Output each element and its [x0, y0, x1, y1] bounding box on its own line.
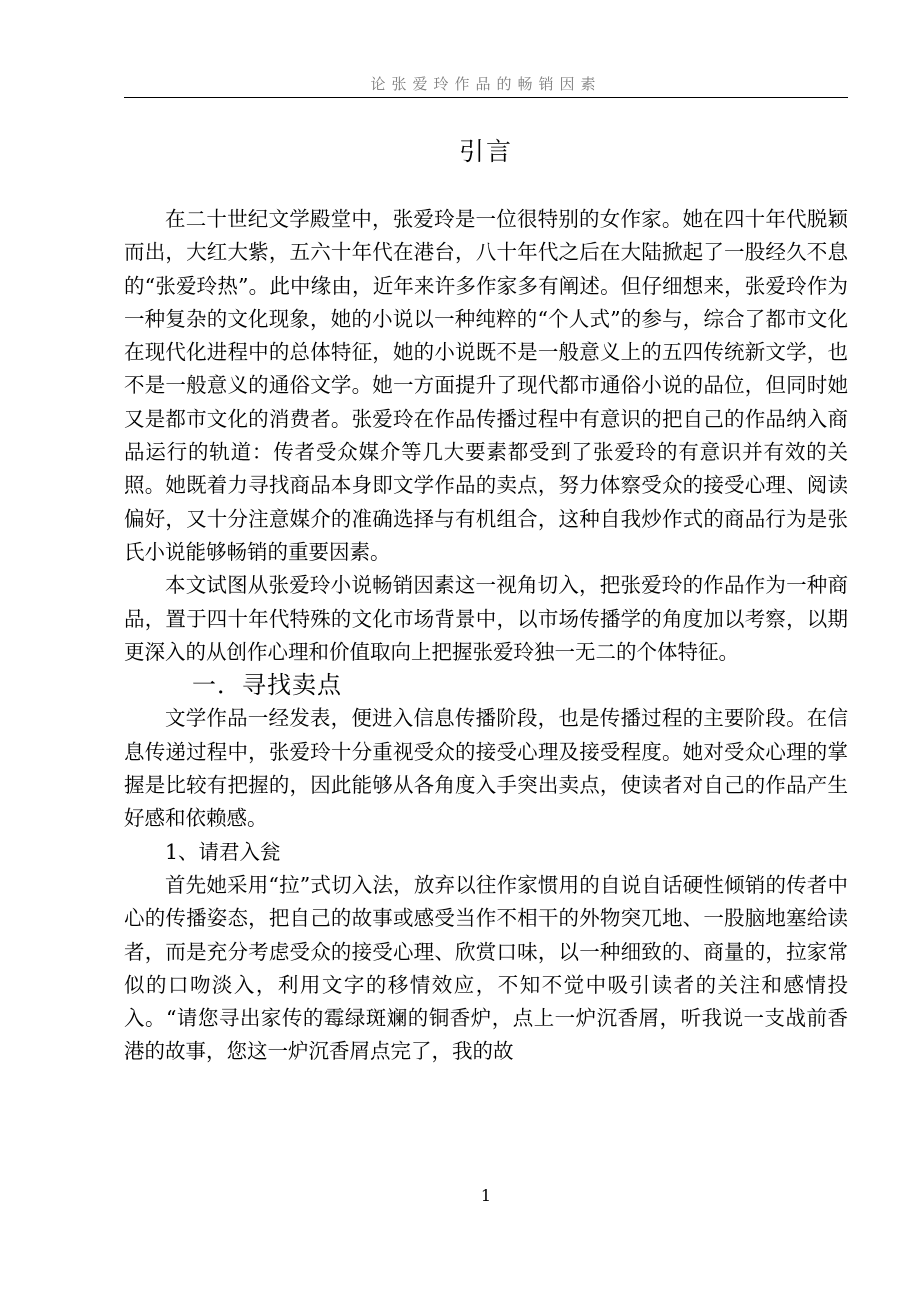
- chapter-heading-1: 一．寻找卖点: [192, 671, 342, 700]
- chapter1-paragraph: 文学作品一经发表，便进入信息传播阶段，也是传播过程的主要阶段。在信息传递过程中，张爱玲十分重视受众的接受心理及接受程度。她对受众心理的掌握是比较有把握的，因此能够从各角度入手突出卖点，使读者对自己的作品产生好感和依赖感。: [124, 706, 848, 831]
- section-title-intro: 引言: [458, 137, 513, 166]
- running-header: 论张爱玲作品的畅销因素: [370, 75, 602, 93]
- subsection1-paragraph: 首先她采用“拉”式切入法，放弃以往作家惯用的自说自话硬性倾销的传者中心的传播姿态，把自己的故事或感受当作不相干的外物突兀地、一股脑地塞给读者，而是充分考虑受众的接受心理、欣赏口味，以一种细致的、商量的，拉家常似的口吻淡入，利用文字的移情效应，不知不觉中吸引读者的关注和感情投入。“请您寻出家传的霉绿斑斓的铜香炉，点上一炉沉香屑，听我说一支战前香港的故事，您这一炉沉香屑点完了，我的故: [124, 872, 848, 1064]
- subsection-heading-1: 1、请君入瓮: [165, 839, 281, 864]
- intro-paragraph-2: 本文试图从张爱玲小说畅销因素这一视角切入，把张爱玲的作品作为一种商品，置于四十年代特殊的文化市场背景中，以市场传播学的角度加以考察，以期更深入的从创作心理和价值取向上把握张爱玲独一无二的个体特征。: [124, 573, 848, 664]
- body-text: [124, 203, 848, 1069]
- page-number: 1: [480, 1186, 492, 1205]
- header-rule: [124, 97, 848, 98]
- intro-paragraph-1: 在二十世纪文学殿堂中，张爱玲是一位很特别的女作家。她在四十年代脱颖而出，大红大紫，五六十年代在港台，八十年代之后在大陆掀起了一股经久不息的“张爱玲热”。此中缘由，近年来许多作家多有阐述。但仔细想来，张爱玲作为一种复杂的文化现象，她的小说以一种纯粹的“个人式”的参与，综合了都市文化在现代化进程中的总体特征，她的小说既不是一般意义上的五四传统新文学，也不是一般意义的通俗文学。她一方面提升了现代都市通俗小说的品位，但同时她又是都市文化的消费者。张爱玲在作品传播过程中有意识的把自己的作品纳入商品运行的轨道：传者受众媒介等几大要素都受到了张爱玲的有意识并有效的关照。她既着力寻找商品本身即文学作品的卖点，努力体察受众的接受心理、阅读偏好，又十分注意媒介的准确选择与有机组合，这种自我炒作式的商品行为是张氏小说能够畅销的重要因素。: [124, 207, 848, 564]
